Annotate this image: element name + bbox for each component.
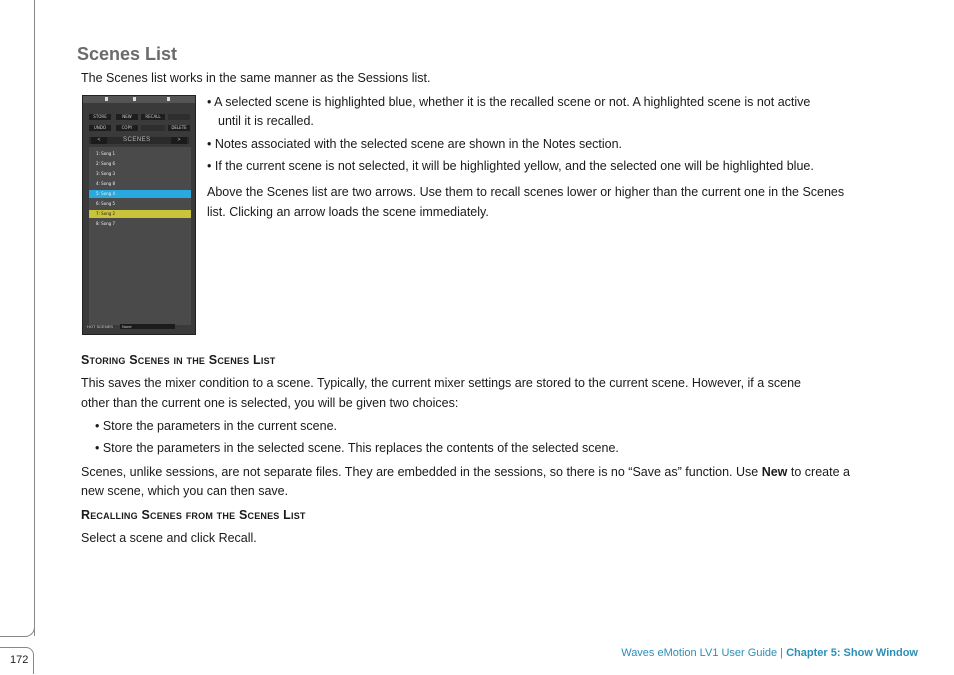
storing-bullet-selected: • Store the parameters in the selected scene. This replaces the contents of the selected scene. — [95, 441, 619, 455]
store-button[interactable]: STORE — [89, 114, 111, 120]
storing-text-3a: Scenes, unlike sessions, are not separate files. They are embedded in the sessions, so there is no “Save as” function. Use — [81, 465, 762, 479]
panel-topbar — [83, 96, 195, 103]
scene-row-selected[interactable]: 5: Song 4 — [89, 190, 191, 198]
storing-text-4: new scene, which you can then save. — [81, 484, 289, 498]
delete-button[interactable]: DELETE — [168, 125, 190, 131]
scene-row[interactable]: 8: Song 7 — [96, 221, 116, 226]
scene-row[interactable]: 4: Song 8 — [96, 181, 116, 186]
footer-chapter: Chapter 5: Show Window — [786, 647, 918, 659]
section-heading-storing: Storing Scenes in the Scenes List — [81, 353, 276, 367]
paste-button — [141, 125, 165, 131]
hot-scenes-bar — [87, 323, 193, 330]
footer — [621, 647, 918, 659]
arrows-text-2: list. Clicking an arrow loads the scene immediately. — [207, 205, 489, 219]
margin-rule — [34, 0, 35, 636]
page-number: 172 — [10, 654, 29, 666]
arrows-text-1: Above the Scenes list are two arrows. Use them to recall scenes lower or higher than the current one in the Scenes — [207, 185, 845, 199]
scenes-header-label: SCENES — [123, 137, 151, 143]
storing-bullet-current: • Store the parameters in the current scene. — [95, 419, 337, 433]
storing-text-3 — [81, 463, 850, 482]
scene-row[interactable]: 6: Song 5 — [96, 201, 116, 206]
storing-text-2: other than the current one is selected, you will be given two choices: — [81, 396, 459, 410]
bullet-current: • If the current scene is not selected, it will be highlighted yellow, and the selected one will be highlighted blue. — [207, 159, 814, 173]
scene-row[interactable]: 1: Song 1 — [96, 151, 116, 156]
scenes-panel-screenshot — [82, 95, 196, 335]
hot-scenes-value: None — [122, 324, 132, 329]
scene-row[interactable]: 2: Song 6 — [96, 161, 116, 166]
scenes-header — [89, 137, 189, 144]
section-heading-recalling: Recalling Scenes from the Scenes List — [81, 508, 306, 522]
page-title: Scenes List — [77, 44, 178, 64]
storing-text-3b: to create a — [787, 465, 850, 479]
undo-button[interactable]: UNDO — [89, 125, 111, 131]
bullet-selected-cont: until it is recalled. — [218, 114, 314, 128]
margin-rule-curve — [0, 620, 35, 637]
scenes-list — [89, 147, 191, 325]
copy-button[interactable]: COPY — [116, 125, 138, 131]
recall-button[interactable]: RECALL — [141, 114, 165, 120]
footer-guide: Waves eMotion LV1 User Guide | — [621, 647, 787, 659]
disabled-button — [168, 114, 190, 120]
next-scene-button[interactable]: > — [171, 137, 187, 144]
scene-row[interactable]: 3: Song 3 — [96, 171, 116, 176]
bullet-selected: • A selected scene is highlighted blue, whether it is the recalled scene or not. A highlighted scene is not active — [207, 95, 811, 109]
bullet-notes: • Notes associated with the selected scene are shown in the Notes section. — [207, 137, 623, 151]
new-button[interactable]: NEW — [116, 114, 138, 120]
recalling-text: Select a scene and click Recall. — [81, 531, 257, 545]
prev-scene-button[interactable]: < — [91, 137, 107, 144]
scene-row-current[interactable]: 7: Song 2 — [89, 210, 191, 218]
hot-scenes-field[interactable] — [120, 324, 175, 329]
hot-scenes-label: HOT SCENES — [87, 324, 113, 329]
storing-text-1: This saves the mixer condition to a scene. Typically, the current mixer settings are stored to the current scene. However, if a scene — [81, 376, 802, 390]
intro-text: The Scenes list works in the same manner as the Sessions list. — [81, 71, 431, 85]
new-keyword: New — [761, 465, 788, 479]
